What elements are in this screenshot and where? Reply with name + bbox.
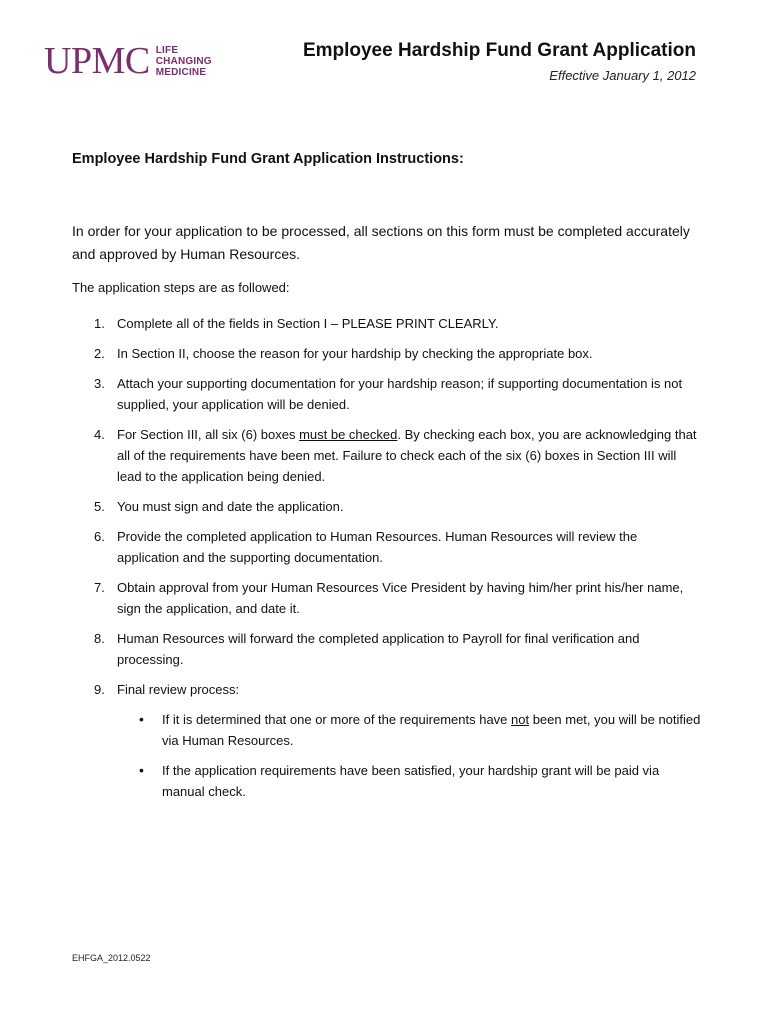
logo-tagline-line: MEDICINE	[155, 66, 207, 78]
step-item	[72, 343, 702, 364]
steps-list	[72, 313, 702, 820]
effective-date: Effective January 1, 2012	[549, 68, 696, 83]
step-item	[72, 679, 702, 811]
bullet-text-part: If it is determined that one or more of the requirements have	[162, 712, 512, 727]
step-text: In Section II, choose the reason for your hardship by checking the appropriate box.	[117, 346, 593, 361]
logo-tagline-line: CHANGING	[155, 55, 212, 67]
bullet-text	[162, 709, 702, 751]
step-number: 5.	[94, 499, 105, 514]
bullet-icon: •	[139, 762, 144, 778]
form-code: EHFGA_2012.0522	[72, 953, 151, 963]
step-number: 6.	[94, 529, 105, 544]
step-text: Final review process:	[117, 682, 240, 697]
bullet-icon: •	[139, 711, 144, 727]
step-text: Attach your supporting documentation for your hardship reason; if supporting documentation is not supplied, your application will be denied.	[117, 376, 683, 412]
bullet-item	[117, 760, 702, 802]
step-text	[117, 424, 702, 487]
step-item	[72, 628, 702, 670]
upmc-logo	[44, 42, 212, 80]
logo-wordmark: UPMC	[44, 40, 150, 82]
step-text: Obtain approval from your Human Resources Vice President by having him/her print his/her name, sign the application, and date it.	[117, 580, 684, 616]
step-number: 7.	[94, 580, 105, 595]
step-text: Provide the completed application to Human Resources. Human Resources will review the application and the supporting documentation.	[117, 529, 638, 565]
underlined-emphasis: not	[511, 712, 530, 727]
logo-tagline-line: LIFE	[155, 44, 179, 56]
step-number: 8.	[94, 631, 105, 646]
step-text: You must sign and date the application.	[117, 499, 344, 514]
step-item	[72, 424, 702, 487]
logo-tagline	[156, 45, 212, 78]
step-number: 1.	[94, 316, 105, 331]
final-review-bullets	[117, 709, 702, 811]
document-title: Employee Hardship Fund Grant Application	[302, 40, 696, 61]
step-item	[72, 313, 702, 334]
bullet-text-part: been met, you will be notified via Human Resources.	[162, 712, 701, 748]
step-text: Complete all of the fields in Section I – PLEASE PRINT CLEARLY.	[117, 316, 499, 331]
bullet-item	[117, 709, 702, 751]
steps-intro: The application steps are as followed:	[72, 280, 290, 295]
step-item	[72, 496, 702, 517]
underlined-emphasis: must be checked	[299, 427, 398, 442]
step-number: 3.	[94, 376, 105, 391]
step-number: 2.	[94, 346, 105, 361]
bullet-text: If the application requirements have been satisfied, your hardship grant will be paid via manual check.	[162, 763, 660, 799]
step-number: 4.	[94, 427, 105, 442]
step-text-part: For Section III, all six (6) boxes	[117, 427, 300, 442]
step-text: Human Resources will forward the completed application to Payroll for final verification and processing.	[117, 631, 640, 667]
step-text-part: . By checking each box, you are acknowledging that all of the requirements have been met. Failure to check each of the six (6) boxes in Section III will lead to the application being denied.	[117, 427, 697, 484]
step-item	[72, 526, 702, 568]
step-item	[72, 577, 702, 619]
step-item	[72, 373, 702, 415]
document-header	[303, 40, 696, 83]
step-number: 9.	[94, 682, 105, 697]
instructions-heading: Employee Hardship Fund Grant Application Instructions:	[72, 151, 464, 167]
intro-paragraph: In order for your application to be processed, all sections on this form must be completed accurately and approved by Human Resources.	[72, 223, 690, 262]
